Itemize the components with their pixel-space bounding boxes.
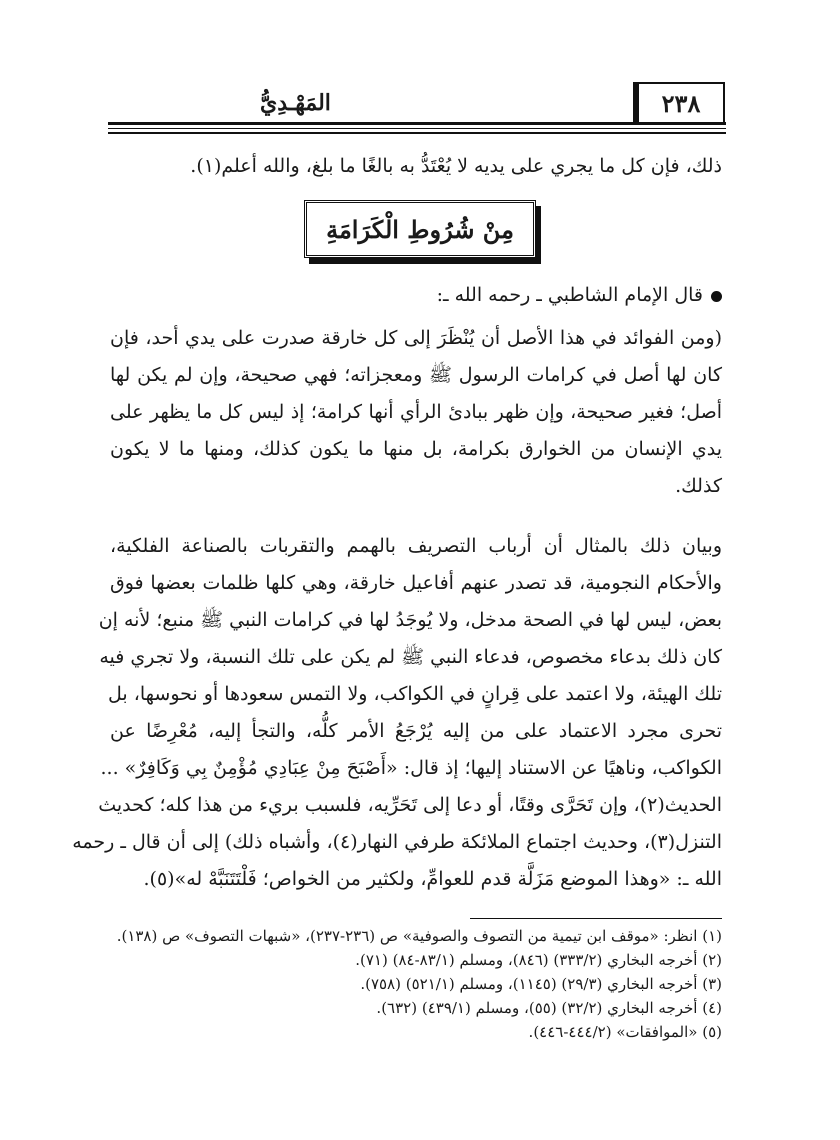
footnote: (٣) أخرجه البخاري (٢٩/٣) (١١٤٥)، ومسلم (٥٢١/١) (٧٥٨). bbox=[360, 975, 722, 993]
running-title: المَهْـدِيُّ bbox=[260, 90, 331, 116]
header-rule-thin bbox=[108, 128, 726, 129]
text-line: الحديث(٢)، وإن تَحَرَّى وقتًا، أو دعا إلى تَحَرِّيه، فلسبب بريء من هذا كله؛ كحديث bbox=[98, 794, 722, 816]
text-line: بعض، ليس لها في الصحة مدخل، ولا يُوجَدُ لها في كرامات النبي ﷺ منبع؛ لأنه إن bbox=[98, 609, 722, 631]
text-line: (ومن الفوائد في هذا الأصل أن يُنْظَرَ إلى كل خارقة صدرت على يدي أحد، فإن bbox=[110, 327, 722, 349]
text-line: ذلك، فإن كل ما يجري على يديه لا يُعْتَدُّ به بالغًا ما بلغ، والله أعلم(١). bbox=[190, 155, 722, 177]
footnote: (٤) أخرجه البخاري (٣٢/٢) (٥٥)، ومسلم (٤٣٩/١) (٦٣٢). bbox=[376, 999, 722, 1017]
text-line: يدي الإنسان من الخوارق بكرامة، بل منها ما يكون كذلك، ومنها ما لا يكون bbox=[110, 438, 722, 460]
attribution-text: قال الإمام الشاطبي ـ رحمه الله ـ: bbox=[436, 284, 703, 306]
quote-attribution bbox=[437, 284, 722, 306]
footnote: (٥) «الموافقات» (٤٤٤/٢-٤٤٦). bbox=[528, 1023, 722, 1041]
footnote: (٢) أخرجه البخاري (٣٣٣/٢) (٨٤٦)، ومسلم (٨٣/١-٨٤) (٧١). bbox=[355, 951, 722, 969]
bullet-icon bbox=[711, 291, 722, 302]
text-line: كان ذلك بدعاء مخصوص، فدعاء النبي ﷺ لم يكن على تلك النسبة، ولا تجري فيه bbox=[99, 646, 722, 668]
text-line: وبيان ذلك بالمثال أن أرباب التصريف بالهمم والتقربات بالصناعة الفلكية، bbox=[110, 535, 722, 557]
paragraph-1 bbox=[110, 320, 722, 505]
section-heading: مِنْ شُرُوطِ الْكَرَامَةِ bbox=[304, 200, 536, 258]
paragraph-2 bbox=[72, 528, 722, 898]
header-rule-bottom bbox=[108, 132, 726, 134]
text-line: التنزل(٣)، وحديث اجتماع الملائكة طرفي النهار(٤)، وأشباه ذلك) إلى أن قال ـ رحمه bbox=[72, 831, 722, 853]
text-line: كان لها أصل في كرامات الرسول ﷺ ومعجزاته؛ فهي صحيحة، وإن لم يكن لها bbox=[110, 364, 722, 386]
text-line: تلك الهيئة، ولا اعتمد على قِرانٍ في الكواكب، ولا التمس سعودها أو نحوسها، بل bbox=[108, 683, 722, 705]
text-line: كذلك. bbox=[675, 475, 722, 497]
footnote: (١) انظر: «موقف ابن تيمية من التصوف والصوفية» ص (٢٣٦-٢٣٧)، «شبهات التصوف» ص (١٣٨). bbox=[116, 927, 722, 945]
text-line: أصل؛ فغير صحيحة، وإن ظهر ببادئ الرأي أنها كرامة؛ إذ ليس كل ما يظهر على bbox=[110, 401, 722, 423]
header-rule-thick bbox=[108, 122, 726, 125]
intro-paragraph bbox=[110, 148, 722, 185]
text-line: الكواكب، وناهيًا عن الاستناد إليها؛ إذ قال: «أَصْبَحَ مِنْ عِبَادِي مُؤْمِنٌ بِي وَكَافِرٌ» ... bbox=[100, 757, 722, 779]
text-line: تحرى مجرد الاعتماد على من إليه يُرْجَعُ الأمر كلُّه، والتجأ إليه، مُعْرِضًا عن bbox=[110, 720, 722, 742]
text-line: والأحكام النجومية، قد تصدر عنهم أفاعيل خارقة، وهي كلها ظلمات بعضها فوق bbox=[110, 572, 722, 594]
footnote-separator bbox=[470, 918, 722, 919]
footnotes bbox=[110, 924, 722, 1044]
page-number: ٢٣٨ bbox=[636, 82, 725, 122]
text-line: الله ـ: «وهذا الموضع مَزَلَّة قدم للعوامِّ، ولكثير من الخواص؛ فَلْتَتَنَبَّهْ له»(٥). bbox=[143, 868, 722, 890]
page-header bbox=[105, 82, 725, 126]
